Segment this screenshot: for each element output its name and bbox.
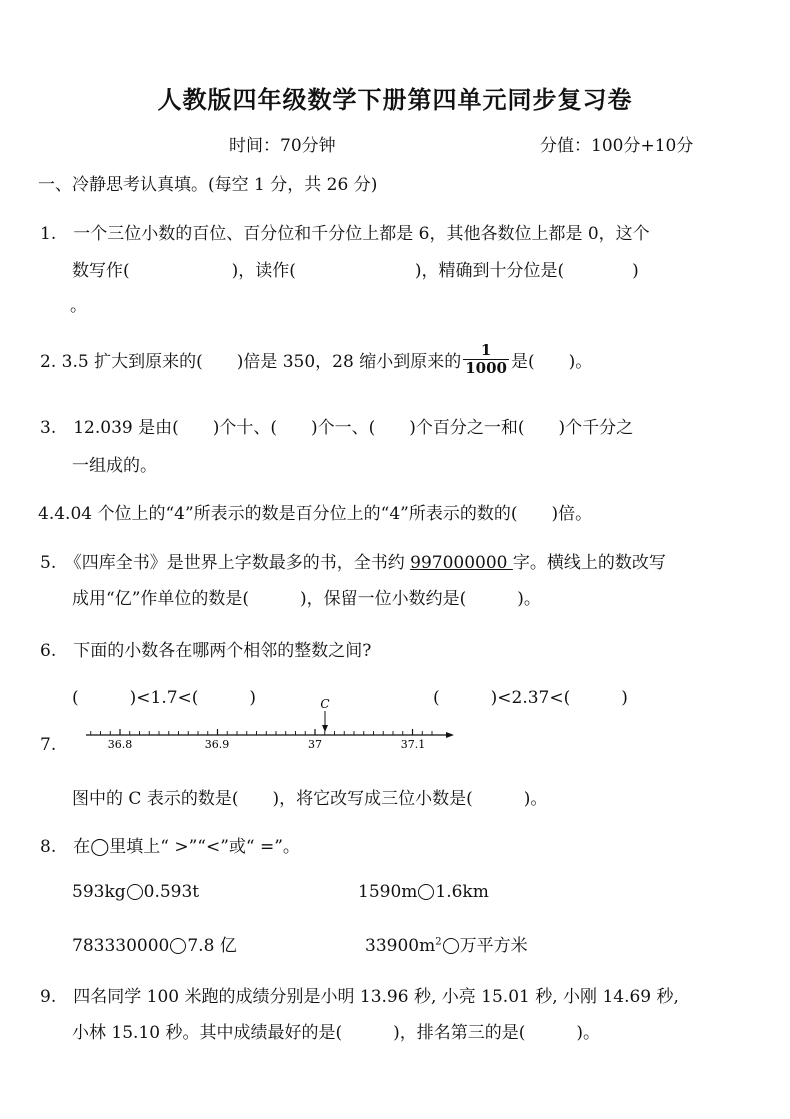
fraction: [463, 342, 509, 377]
number-line-arrowhead: [446, 732, 454, 738]
question-2-before: 2. 3.5 扩大到原来的( )倍是 350，28 缩小到原来的: [40, 352, 462, 372]
fraction-numerator: 1: [480, 341, 492, 359]
tick-label-37-1: 37.1: [400, 738, 426, 751]
compare-c-right: 7.8 亿: [187, 936, 237, 956]
question-3-line-2: 一组成的。: [72, 456, 157, 476]
question-8: 8. 在◯里填上“ >”“<”或“ =”。: [40, 837, 300, 857]
compare-b-left: 1590m: [358, 882, 418, 902]
question-5-line-2: 成用“亿”作单位的数是( )，保留一位小数约是( )。: [72, 589, 541, 609]
point-c-arrowhead: [322, 725, 328, 732]
minor-ticks: [91, 729, 432, 735]
compare-d-left: 33900m: [365, 936, 436, 956]
question-1-line-1: 1. 一个三位小数的百位、百分位和千分位上都是 6，其他各数位上都是 0，这个: [40, 224, 650, 244]
question-4: 4.4.04 个位上的“4”所表示的数是百分位上的“4”所表示的数的( )倍。: [38, 504, 593, 524]
compare-d-right: 万平方米: [459, 936, 528, 956]
answer-circle[interactable]: [418, 884, 434, 900]
compare-b-right: 1.6km: [435, 882, 489, 902]
question-9-line-1: 9. 四名同学 100 米跑的成绩分别是小明 13.96 秒, 小亮 15.01 秒, 小刚 14.69 秒,: [40, 987, 679, 1007]
tick-label-37: 37: [308, 738, 322, 751]
answer-circle[interactable]: [170, 938, 186, 954]
question-7-number: 7.: [40, 735, 57, 755]
underlined-number: 997000000: [410, 553, 513, 573]
question-6: 6. 下面的小数各在哪两个相邻的整数之间?: [40, 641, 372, 661]
question-6-left: ( )<1.7<( ): [72, 688, 257, 708]
exam-time: 时间：70分钟: [229, 136, 336, 156]
question-3-line-1: 3. 12.039 是由( )个十、( )个一、( )个百分之一和( )个千分之: [40, 418, 634, 438]
number-line: [80, 695, 460, 755]
question-7-text: 图中的 C 表示的数是( )，将它改写成三位小数是( )。: [72, 789, 548, 809]
question-5-line-1: [40, 548, 666, 573]
fraction-denominator: 1000: [465, 359, 507, 377]
question-2-after: 是( )。: [510, 352, 593, 372]
exam-score: 分值：100分+10分: [540, 136, 694, 156]
question-2: [40, 342, 592, 377]
compare-a: [72, 882, 199, 902]
tick-label-36-8: 36.8: [107, 738, 133, 751]
compare-d: [365, 931, 528, 956]
compare-a-right: 0.593t: [143, 882, 200, 902]
question-1-line-3: 。: [70, 296, 87, 316]
answer-circle[interactable]: [443, 938, 459, 954]
compare-c-left: 783330000: [72, 936, 170, 956]
question-6-right: ( )<2.37<( ): [433, 688, 628, 708]
answer-circle[interactable]: [127, 884, 143, 900]
compare-b: [358, 882, 489, 902]
point-c-label: C: [320, 697, 330, 711]
tick-label-36-9: 36.9: [204, 738, 230, 751]
compare-a-left: 593kg: [72, 882, 126, 902]
question-5-before: 5. 《四库全书》是世界上字数最多的书，全书约: [40, 553, 411, 573]
section-heading: 一、冷静思考认真填。(每空 1 分，共 26 分): [38, 175, 378, 195]
question-1-line-2: 数写作( )，读作( )，精确到十分位是( ): [72, 261, 639, 281]
question-5-after: 字。横线上的数改写: [512, 553, 666, 573]
page-title: 人教版四年级数学下册第四单元同步复习卷: [157, 86, 633, 114]
question-9-line-2: 小林 15.10 秒。其中成绩最好的是( )，排名第三的是( )。: [72, 1023, 601, 1043]
compare-c: [72, 931, 237, 956]
superscript-2: 2: [435, 936, 442, 948]
